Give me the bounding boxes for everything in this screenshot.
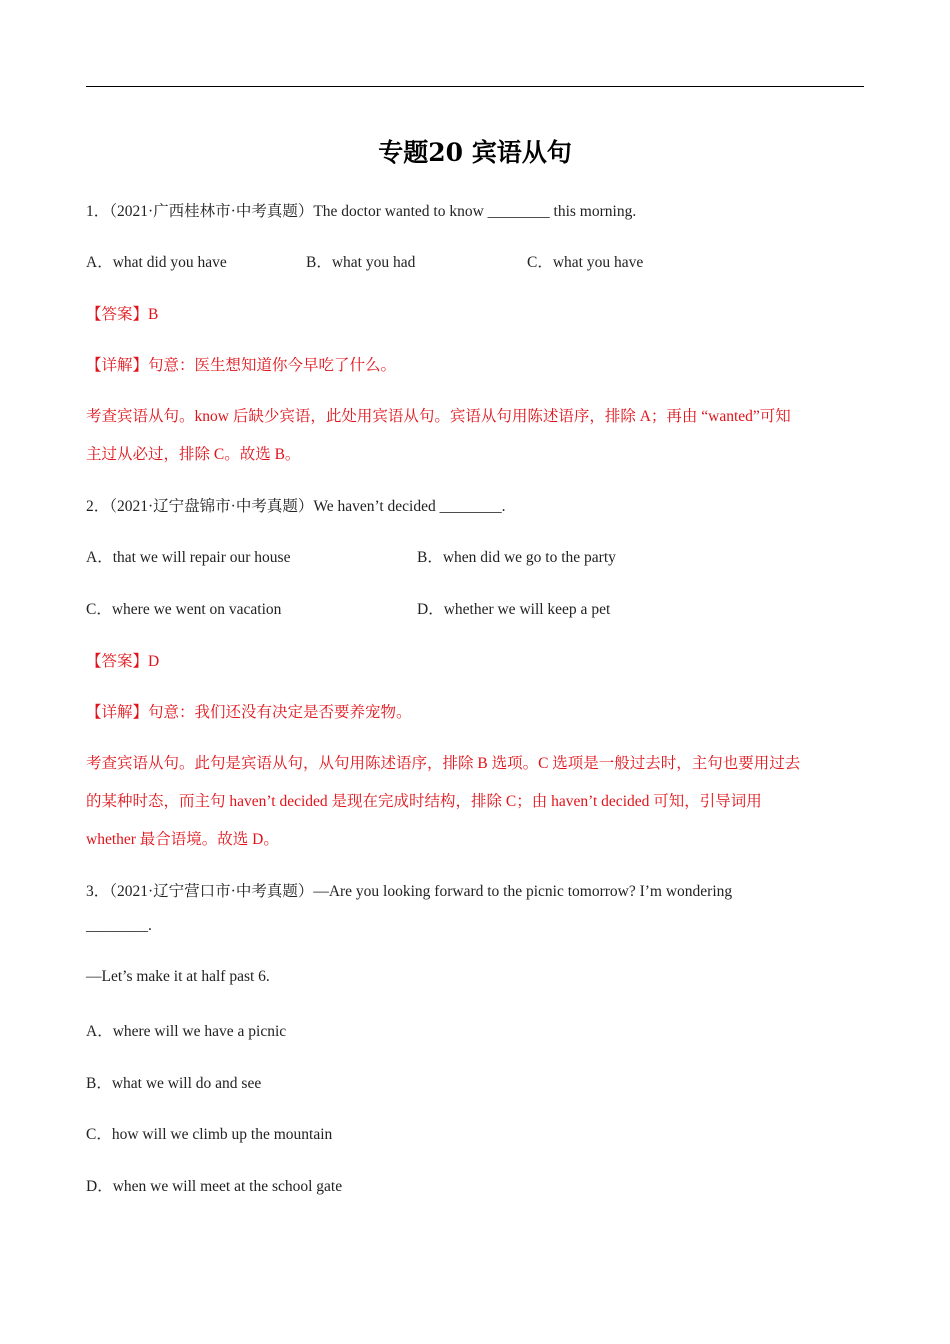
question-3-reply: —Let’s make it at half past 6. [86,968,270,985]
question-3-stem: 3．（2021·辽宁营口市·中考真题）—Are you looking forward to the picnic tomorrow? I’m wondering [86,883,733,900]
q1-analysis-line-1: 考查宾语从句。know 后缺少宾语，此处用宾语从句。宾语从句用陈述语序，排除 A；再由 “wanted”可知 [86,408,791,425]
header-rule [86,86,864,87]
q1-answer: 【答案】B [86,306,159,323]
q3-option-d: D．when we will meet at the school gate [86,1178,343,1195]
q3-option-b: B．what we will do and see [86,1075,262,1092]
q2-answer: 【答案】D [86,653,160,670]
q1-option-c: C．what you have [527,254,644,271]
q3-option-c: C．how will we climb up the mountain [86,1126,333,1143]
q1-option-a: A．what did you have [86,254,227,271]
q1-option-b: B．what you had [306,254,416,271]
q1-analysis-line-2: 主过从必过，排除 C。故选 B。 [86,446,301,463]
q2-analysis-line-3: whether 最合语境。故选 D。 [86,831,279,848]
q1-detail: 【详解】句意：医生想知道你今早吃了什么。 [86,357,397,374]
q2-option-c: C．where we went on vacation [86,601,282,618]
q2-option-a: A．that we will repair our house [86,549,291,566]
q2-analysis-line-1: 考查宾语从句。此句是宾语从句，从句用陈述语序，排除 B 选项。C 选项是一般过去时，主句也要用过去 [86,755,801,772]
question-1-stem: 1．（2021·广西桂林市·中考真题）The doctor wanted to know ________ this morning. [86,203,637,220]
question-3-stem-cont: ________. [86,917,152,934]
q2-option-b: B．when did we go to the party [417,549,616,566]
q2-analysis-line-2: 的某种时态，而主句 haven’t decided 是现在完成时结构，排除 C；由 haven’t decided 可知，引导词用 [86,793,762,810]
q2-detail: 【详解】句意：我们还没有决定是否要养宠物。 [86,704,412,721]
question-2-stem: 2．（2021·辽宁盘锦市·中考真题）We haven’t decided ________. [86,498,506,515]
q3-option-a: A．where will we have a picnic [86,1023,287,1040]
q2-option-d: D．whether we will keep a pet [417,601,611,618]
page-title: 专题20 宾语从句 [378,138,572,167]
